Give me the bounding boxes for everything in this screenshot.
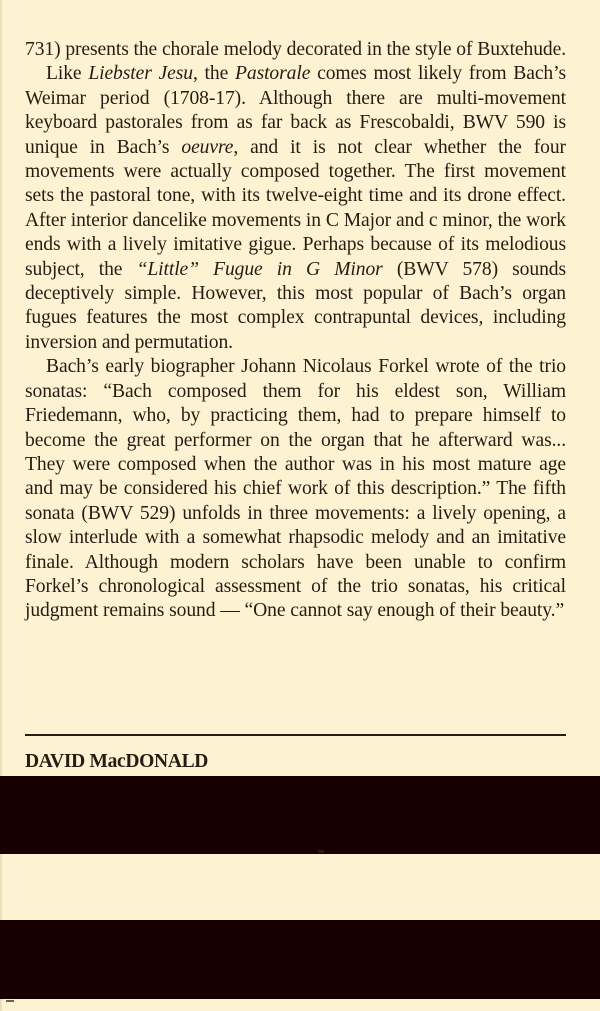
paragraph-2-text-1: Like [46, 63, 89, 85]
title-liebster-jesu: Liebster Jesu [88, 63, 193, 85]
paragraph-3-text: Bach’s early biographer Johann Nicolaus Forkel wrote of the trio sonatas: “Bach composed them for his eldest son, William Friedemann, who, by practicing them, had to prepare himself to become the great performer on the organ that he afterward was... They were composed when the author was in his most mature age and may be considered his chief work of this description.” The fifth sonata (BWV 529) unfolds in three movements: a lively opening, a slow interlude with a somewhat rhapsodic melody and an imitative finale. Although modern scholars have been unable to confirm Forkel’s chronological assessment of the trio sonatas, his critical judgment remains sound — “One cannot say enough of their beauty.” [25, 356, 566, 622]
page-edge-shadow [0, 0, 3, 1011]
ink-speck [6, 1000, 14, 1002]
paragraph-1-text: 731) presents the chorale melody decorated in the style of Buxtehude. [25, 39, 567, 60]
paragraph-2-text-4: , and it is not clear whether the four movements were actually composed together. The first movement sets the pastoral tone, with its twelve-eight time and its drone effect. After interior dancelike movements in C Major and c minor, the work ends with a lively imitative gigue. Perhaps because of its melodious subject, the [25, 136, 566, 280]
term-oeuvre: oeuvre [181, 136, 234, 158]
title-pastorale: Pastorale [235, 63, 311, 85]
liner-notes-text [25, 38, 566, 624]
redaction-band-top [0, 776, 600, 854]
title-little-fugue: “Little” Fugue in G Minor [136, 258, 383, 280]
paragraph-2-text-3: comes most likely from Bach’s Weimar period (1708-17). Although there are multi-movement keyboard pastorales from as far back as Frescobaldi, BWV 590 is unique in Bach’s [25, 63, 566, 158]
author-name: DAVID MacDONALD [25, 751, 209, 772]
divider-rule [25, 734, 566, 736]
paragraph-1 [25, 38, 566, 62]
paragraph-2-text-5: (BWV 578) sounds deceptively simple. However, this most popular of Bach’s organ fugues features the most complex contrapuntal devices, including inversion and permutation. [25, 258, 566, 353]
ink-speck [318, 850, 324, 853]
paragraph-3 [25, 355, 566, 623]
redaction-band-bottom [0, 920, 600, 999]
paragraph-2 [25, 62, 566, 355]
paragraph-2-text-2: , the [192, 63, 235, 85]
